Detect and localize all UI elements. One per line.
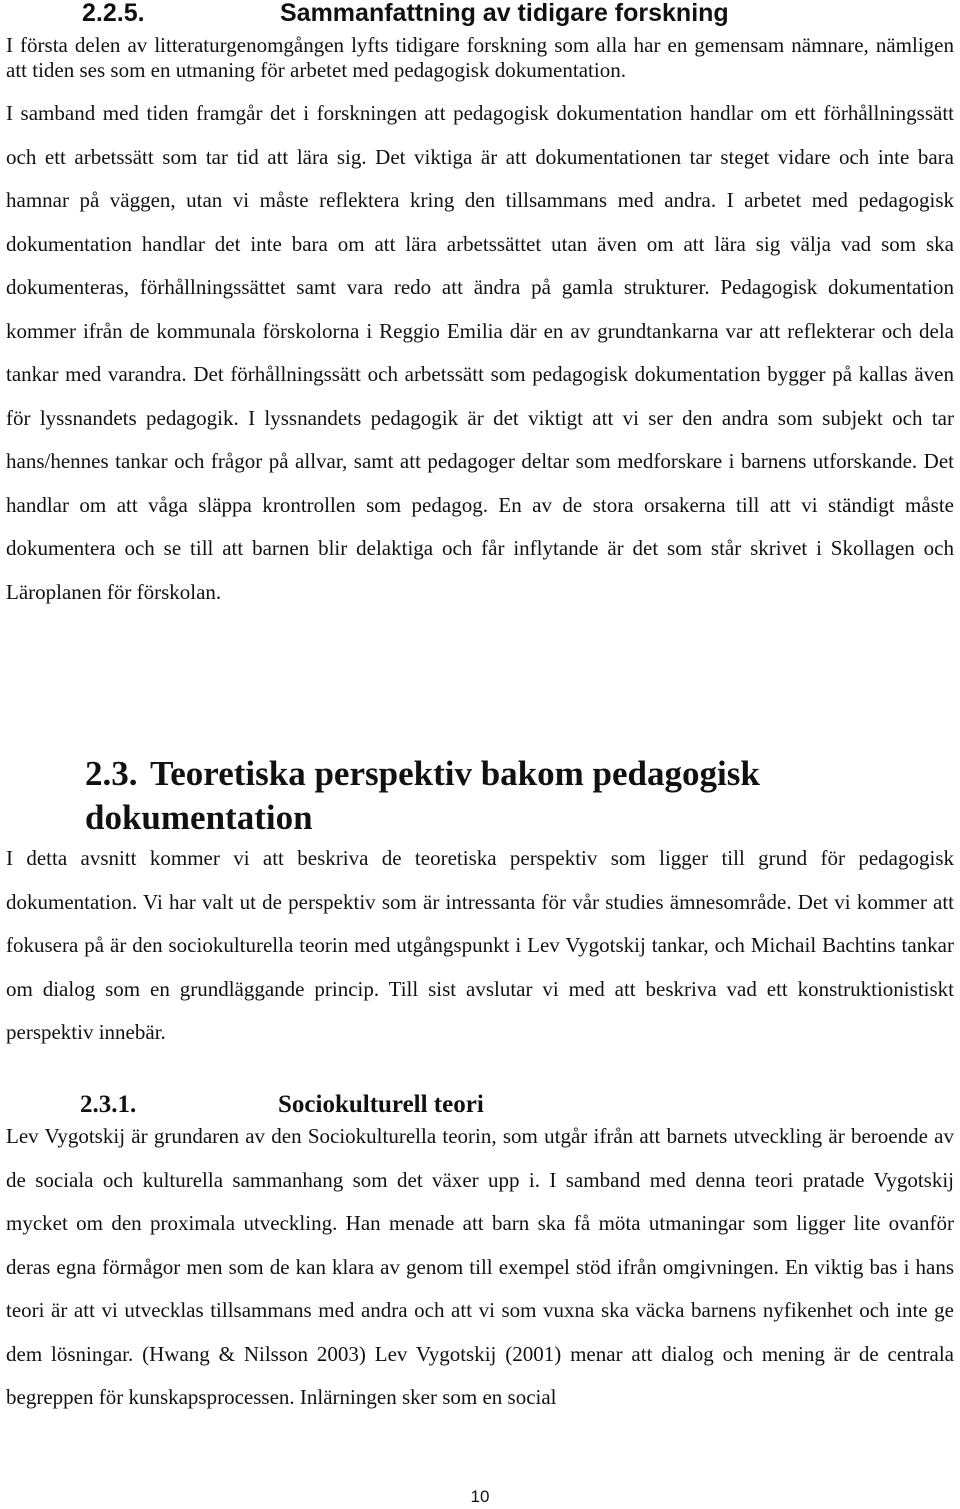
section-number: 2.3.1.	[80, 1091, 137, 1118]
section-number: 2.3.	[85, 754, 138, 793]
section-title: Teoretiska perspektiv bakom pedagogisk dokumentation	[85, 754, 760, 837]
paragraph-theory-intro: I detta avsnitt kommer vi att beskriva de teoretiska perspektiv som ligger till grund för pedagogisk dokumentation. Vi har valt ut de perspektiv som är intressanta för vår studies ämnesområde. Det vi kommer att fokusera på är den sociokulturella teorin med utgångspunkt i Lev Vygotskij tankar, och Michail Bachtins tankar om dialog som en grundläggande princip. Till sist avslutar vi med att beskriva vad ett konstruktionistiskt perspektiv innebär.	[6, 846, 954, 1045]
section-heading-2-2-5	[82, 0, 952, 32]
section-number: 2.2.5.	[82, 0, 145, 27]
section-title: Sociokulturell teori	[278, 1091, 484, 1118]
section-title: Sammanfattning av tidigare forskning	[280, 0, 729, 27]
page-number: 10	[470, 1487, 490, 1506]
section-heading-2-3	[85, 752, 945, 840]
paragraph-opening: I första delen av litteraturgenomgången lyfts tidigare forskning som alla har en gemensam nämnare, nämligen att tiden ses som en utmaning för arbetet med pedagogisk dokumentation.	[6, 33, 954, 82]
paragraph-summary	[6, 33, 954, 614]
paragraph-body: I samband med tiden framgår det i forskningen att pedagogisk dokumentation handlar om ett förhållningssätt och ett arbetssätt som tar tid att lära sig. Det viktiga är att dokumentationen tar steget vidare och inte bara hamnar på väggen, utan vi måste reflektera kring den tillsammans med andra. I arbetet med pedagogisk dokumentation handlar det inte bara om att lära arbetssättet utan även om att lära sig välja vad som ska dokumenteras, förhållningssättet samt vara redo att ändra på gamla strukturer. Pedagogisk dokumentation kommer ifrån de kommunala förskolorna i Reggio Emilia där en av grundtankarna var att reflekterar och dela tankar med varandra. Det förhållningssätt och arbetssätt som pedagogisk dokumentation bygger på kallas även för lyssnandets pedagogik. I lyssnandets pedagogik är det viktigt att vi ser den andra som subjekt och tar hans/hennes tankar och frågor på allvar, samt att pedagoger deltar som medforskare i barnens utforskande. Det handlar om att våga släppa krontrollen som pedagog. En av de stora orsakerna till att vi ständigt måste dokumentera och se till att barnen blir delaktiga och får inflytande är det som står skrivet i Skollagen och Läroplanen för förskolan.	[6, 101, 954, 604]
paragraph-sociocultural: Lev Vygotskij är grundaren av den Sociokulturella teorin, som utgår ifrån att barnets utveckling är beroende av de sociala och kulturella sammanhang som det växer upp i. I samband med denna teori pratade Vygotskij mycket om den proximala utveckling. Han menade att barn ska få möta utmaningar som ligger lite ovanför deras egna förmågor men som de kan klara av genom till exempel stöd ifrån omgivningen. En viktig bas i hans teori är att vi utvecklas tillsammans med andra och att vi som vuxna ska väcka barnens nyfikenhet och inte ge dem lösningar. (Hwang & Nilsson 2003) Lev Vygotskij (2001) menar att dialog och mening är de centrala begreppen för kunskapsprocessen. Inlärningen sker som en social	[6, 1124, 954, 1409]
